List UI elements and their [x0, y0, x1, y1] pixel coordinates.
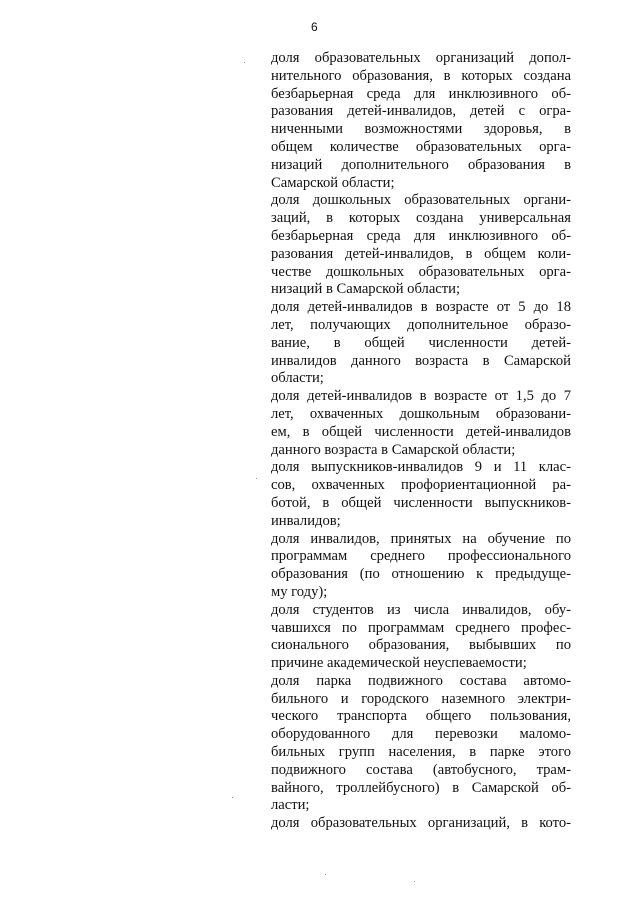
text-line: общем количестве образовательных орга- — [271, 138, 571, 155]
text-line: инвалидов; — [271, 512, 341, 529]
text-line: области; — [271, 370, 324, 387]
scan-speck — [232, 797, 233, 798]
text-line: заций, в которых создана универсальная — [271, 210, 571, 227]
scan-speck — [325, 874, 326, 875]
page-number: 6 — [311, 20, 318, 34]
scan-speck — [256, 478, 257, 479]
text-line: доля парка подвижного состава автомо- — [271, 672, 571, 689]
text-line: доля образовательных организаций, в кото- — [271, 815, 571, 832]
text-line: доля выпускников-инвалидов 9 и 11 клас- — [271, 459, 571, 476]
text-line: лет, получающих дополнительное образо- — [271, 316, 571, 333]
text-line: бильных групп населения, в парке этого — [271, 744, 571, 761]
text-line: бильного и городского наземного электри- — [271, 690, 571, 707]
text-line: сионального образования, выбывших по — [271, 637, 571, 654]
text-line: данного возраста в Самарской области; — [271, 441, 516, 458]
text-line: лет, охваченных дошкольным образовани- — [271, 405, 571, 422]
text-line: ческого транспорта общего пользования, — [271, 708, 571, 725]
text-line: программам среднего профессионального — [271, 548, 571, 565]
text-line: ем, в общей численности детей-инвалидов — [271, 423, 571, 440]
text-line: сов, охваченных профориентационной ра- — [271, 477, 571, 494]
text-line: доля студентов из числа инвалидов, обу- — [271, 601, 571, 618]
text-line: ласти; — [271, 797, 310, 814]
scan-speck — [244, 62, 245, 63]
text-line: му году); — [271, 583, 328, 600]
text-line: низаций дополнительного образования в — [271, 156, 571, 173]
text-line: доля дошкольных образовательных органи- — [271, 192, 571, 209]
text-line: разования детей-инвалидов, в общем коли- — [271, 245, 571, 262]
text-line: доля детей-инвалидов в возрасте от 5 до 18 — [271, 299, 571, 316]
text-line: чавшихся по программам среднего профес- — [271, 619, 571, 636]
text-line: низаций в Самарской области; — [271, 281, 461, 298]
text-line: ботой, в общей численности выпускников- — [271, 494, 571, 511]
text-line: доля образовательных организаций допол- — [271, 50, 571, 66]
document-body — [271, 50, 571, 833]
text-line: оборудованного для перевозки маломо- — [271, 726, 571, 743]
scan-speck — [414, 881, 415, 882]
text-line: причине академической неуспеваемости; — [271, 655, 527, 672]
text-line: образования (по отношению к предыдуще- — [271, 566, 571, 583]
text-line: честве дошкольных образовательных орга- — [271, 263, 571, 280]
text-line: доля детей-инвалидов в возрасте от 1,5 до 7 — [271, 388, 571, 405]
text-line: доля инвалидов, принятых на обучение по — [271, 530, 571, 547]
text-line: вайного, троллейбусного) в Самарской об- — [271, 779, 571, 796]
text-line: безбарьерная среда для инклюзивного об- — [271, 227, 571, 244]
text-line: разования детей-инвалидов, детей с огра- — [271, 103, 571, 120]
text-line: ниченными возможностями здоровья, в — [271, 121, 571, 138]
text-line: нительного образования, в которых создана — [271, 67, 571, 84]
text-line: инвалидов данного возраста в Самарской — [271, 352, 571, 369]
text-line: Самарской области; — [271, 174, 395, 191]
text-line: вание, в общей численности детей- — [271, 334, 571, 351]
text-line: безбарьерная среда для инклюзивного об- — [271, 85, 571, 102]
text-line: подвижного состава (автобусного, трам- — [271, 761, 571, 778]
